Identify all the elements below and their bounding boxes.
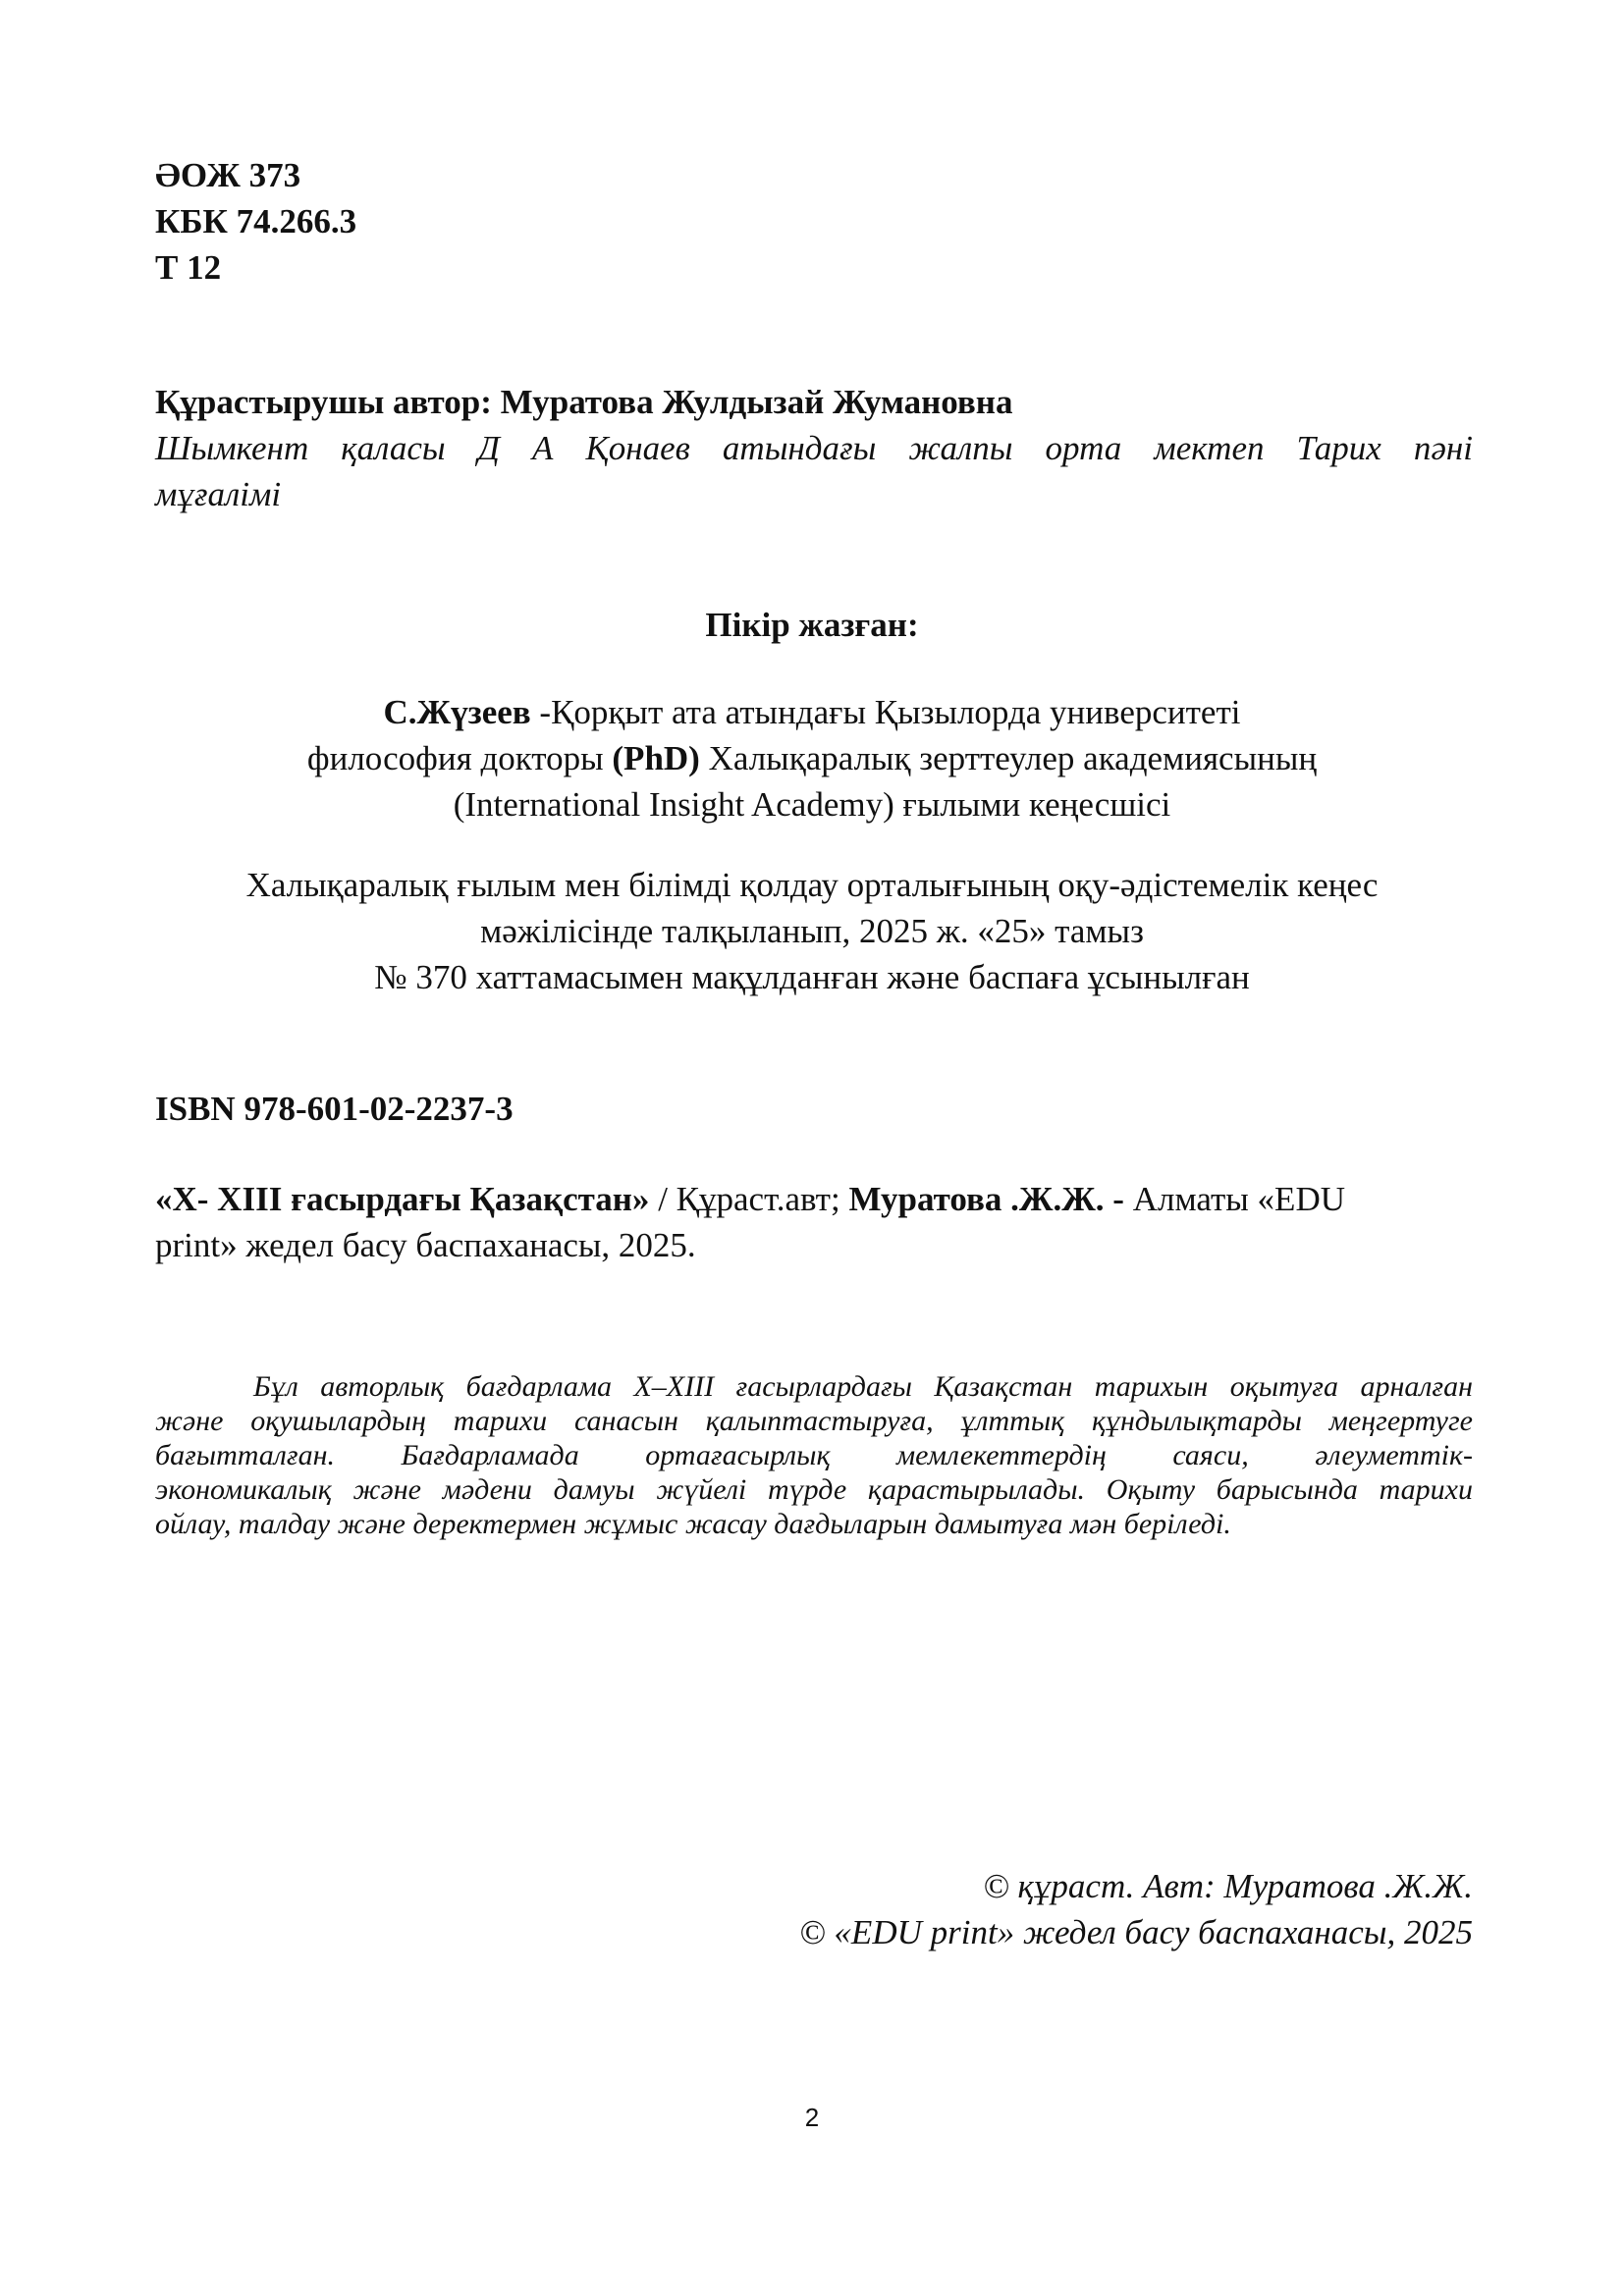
reviewer-degree: философия докторы (306, 739, 613, 777)
reviewer-line-2 (0, 735, 1624, 781)
approval-block (0, 862, 1624, 1000)
abstract-line-5: ойлау, талдау және деректермен жұмыс жасау дағдыларын дамытуға мән беріледі. (155, 1508, 1231, 1540)
author-mark: Т 12 (155, 248, 222, 287)
reviewer-affiliation: -Қорқыт ата атындағы Қызылорда университеті (530, 693, 1241, 731)
review-heading: Пікір жазған: (705, 606, 919, 644)
author-line (155, 379, 1473, 425)
citation-block (155, 1176, 1473, 1268)
reviewer-block (0, 689, 1624, 828)
citation-author: Муратова .Ж.Ж. - (848, 1180, 1124, 1218)
abstract-line-4: экономикалық және мәдени дамуы жүйелі түрде қарастырылады. Оқыту барысында тарихи (155, 1473, 1473, 1506)
reviewer-academy: Халықаралық зерттеулер академиясының (699, 739, 1318, 777)
citation-sep: / Құраст.авт; (649, 1180, 849, 1218)
reviewer-phd: (PhD) (612, 739, 700, 777)
author-desc-line-2: мұғалімі (155, 475, 282, 513)
author-name: Муратова Жулдызай Жумановна (500, 383, 1013, 421)
citation-place: Алматы «EDU (1123, 1180, 1345, 1218)
abstract-line-3: бағытталған. Бағдарламада ортағасырлық мемлекеттердің саяси, әлеуметтік- (155, 1439, 1473, 1471)
abstract-line-2: және оқушылардың тарихи санасын қалыптастыруға, ұлттық құндылықтарды меңгертуге (155, 1405, 1473, 1437)
classification-block (155, 152, 1473, 291)
author-description (155, 425, 1473, 517)
page-number: 2 (804, 2103, 820, 2132)
abstract-block (155, 1369, 1473, 1541)
review-heading-wrap (0, 602, 1624, 648)
approval-line-2: мәжілісінде талқыланып, 2025 ж. «25» тамыз (480, 912, 1144, 950)
author-block (155, 379, 1473, 517)
author-desc-line-1: Шымкент қаласы Д А Қонаев атындағы жалпы орта мектеп Тарих пәні (155, 429, 1473, 467)
copyright-line-1: © құраст. Авт: Муратова .Ж.Ж. (983, 1867, 1473, 1905)
udk-code: ӘОЖ 373 (155, 156, 301, 194)
reviewer-line-3: (International Insight Academy) ғылыми кеңесшісі (453, 785, 1171, 824)
copyright-block (155, 1863, 1473, 1955)
reviewer-line-1 (0, 689, 1624, 735)
reviewer-name: С.Жүзеев (383, 693, 531, 731)
isbn-block (155, 1086, 1473, 1132)
citation-line-2: print» жедел басу баспаханасы, 2025. (155, 1226, 696, 1264)
isbn: ISBN 978-601-02-2237-3 (155, 1090, 514, 1128)
approval-line-3: № 370 хаттамасымен мақұлданған және баспаға ұсынылған (374, 958, 1250, 996)
approval-line-1: Халықаралық ғылым мен білімді қолдау орталығының оқу-әдістемелік кеңес (245, 866, 1379, 904)
citation-line-1 (155, 1176, 1473, 1222)
copyright-line-2: © «EDU print» жедел басу баспаханасы, 2025 (799, 1913, 1473, 1951)
bbk-code: КБК 74.266.3 (155, 202, 357, 240)
abstract-line-1: Бұл авторлық бағдарлама X–XIII ғасырлардағы Қазақстан тарихын оқытуға арналған (253, 1370, 1473, 1403)
author-label: Құрастырушы автор: (155, 383, 492, 421)
citation-title: «X- XIII ғасырдағы Қазақстан» (155, 1180, 650, 1218)
